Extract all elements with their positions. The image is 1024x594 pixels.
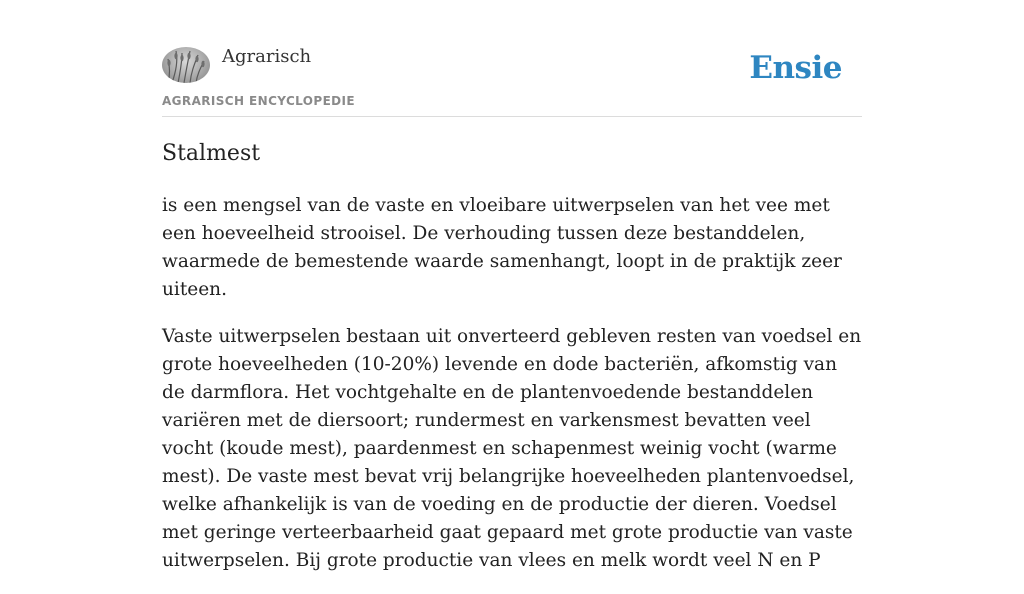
page-container — [162, 0, 862, 571]
wheat-ears-icon[interactable] — [162, 47, 210, 83]
brand-logo[interactable]: Ensie — [749, 50, 842, 86]
page-title: Stalmest — [162, 141, 261, 166]
article-paragraph: is een mengsel van de vaste en vloeibare uitwerpselen van het vee met een hoeveelheid strooisel. De verhouding tussen deze bestanddelen, waarmede de bemestende waarde samenhangt, loopt in de praktijk zeer uiteen. — [162, 195, 842, 300]
source-name[interactable]: Agrarisch — [222, 46, 312, 67]
article-paragraph: Vaste uitwerpselen bestaan uit onverteerd gebleven resten van voedsel en grote hoeveelheden (10-20%) levende en dode bacteriën, afkomstig van de darmflora. Het vochtgehalte en de plantenvoedende bestanddelen variëren met de diersoort; rundermest en varkensmest bevatten veel vocht (koude mest), paardenmest en schapenmest weinig vocht (warme mest). De vaste mest bevat vrij belangrijke hoeveelheden plantenvoedsel, welke afhankelijk is van de voeding en de productie der dieren. Voedsel met geringe verteerbaarheid gaat gepaard met grote productie van vaste uitwerpselen. Bij grote productie van vlees en melk wordt veel N en P — [162, 326, 862, 571]
header — [162, 0, 862, 117]
source-subtitle: AGRARISCH ENCYCLOPEDIE — [162, 94, 355, 108]
article-body — [162, 192, 862, 594]
